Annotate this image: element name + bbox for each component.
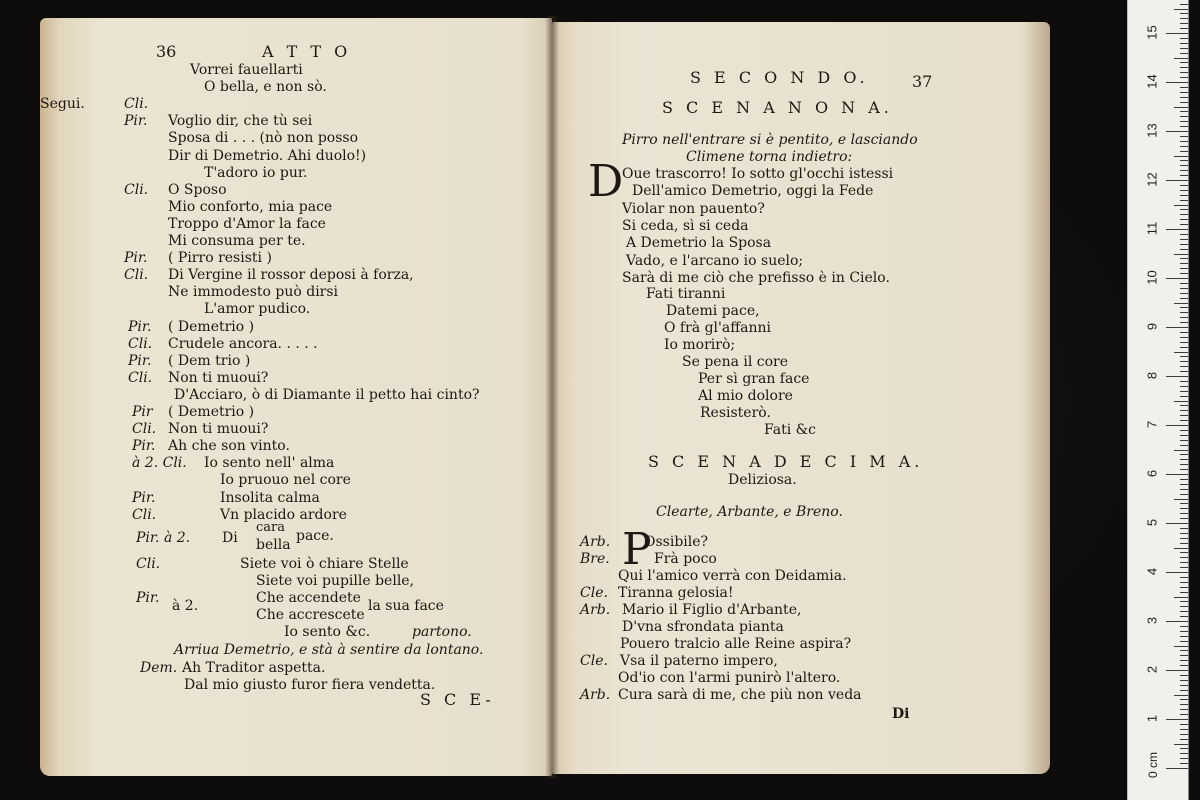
ruler-tick	[1180, 371, 1188, 372]
measuring-ruler	[1127, 0, 1189, 800]
verse-line: Mario il Figlio d'Arbante,	[622, 602, 802, 618]
verse-line: Al mio dolore	[698, 388, 793, 404]
verse-line: Ne immodesto può dirsi	[168, 284, 339, 301]
ruler-number: 5	[1144, 518, 1160, 527]
verse-line: Mi consuma per te.	[168, 233, 306, 249]
ruler-tick	[1180, 366, 1188, 367]
ruler-tick	[1180, 185, 1188, 186]
ruler-tick	[1180, 753, 1188, 754]
ruler-tick	[1166, 621, 1188, 622]
ruler-number: 6	[1144, 469, 1160, 478]
ruler-tick	[1180, 763, 1188, 764]
ruler-tick	[1166, 719, 1188, 720]
ruler-tick	[1174, 352, 1188, 353]
ruler-tick	[1180, 611, 1188, 612]
ruler-number: 3	[1144, 616, 1160, 625]
ruler-tick	[1180, 420, 1188, 421]
ruler-tick	[1180, 214, 1188, 215]
verse-line: O Sposo	[168, 181, 227, 198]
speaker-label: Pir.	[124, 113, 148, 130]
ruler-tick	[1180, 121, 1188, 122]
verse-line: Tiranna gelosia!	[618, 585, 734, 601]
verse-line: ( Demetrio )	[168, 318, 255, 335]
ruler-tick	[1180, 322, 1188, 323]
ruler-tick	[1180, 126, 1188, 127]
ruler-tick	[1180, 464, 1188, 465]
verse-line: Non ti muoui?	[168, 369, 269, 386]
running-head: A T T O	[262, 42, 352, 61]
ruler-tick	[1180, 23, 1188, 24]
verse-line: la sua face	[368, 598, 444, 614]
ruler-tick	[1180, 356, 1188, 357]
ruler-tick	[1180, 298, 1188, 299]
right-page	[552, 22, 1050, 774]
verse-line: bella	[256, 537, 291, 553]
ruler-tick	[1180, 18, 1188, 19]
speaker-label: Arb.	[580, 602, 611, 618]
ruler-tick	[1180, 577, 1188, 578]
ruler-number: 4	[1144, 567, 1160, 576]
ruler-tick	[1180, 489, 1188, 490]
ruler-tick	[1180, 606, 1188, 607]
ruler-tick	[1180, 734, 1188, 735]
ruler-tick	[1180, 87, 1188, 88]
ruler-tick	[1166, 523, 1188, 524]
speaker-label: Pir.	[128, 318, 152, 335]
ruler-tick	[1180, 445, 1188, 446]
verse-line: Resisterò.	[700, 405, 771, 421]
ruler-tick	[1166, 474, 1188, 475]
speaker-label: Cli.	[128, 369, 153, 386]
speaker-label: Arb.	[580, 687, 611, 703]
verse-line: Cura sarà di me, che più non veda	[618, 687, 862, 703]
ruler-tick	[1166, 33, 1188, 34]
speaker-label: Cli.	[124, 181, 149, 198]
verse-line: Pouero tralcio alle Reine aspira?	[620, 636, 852, 652]
speaker-label: Pir	[132, 404, 153, 420]
ruler-tick	[1174, 254, 1188, 255]
catchword: Di	[892, 706, 910, 722]
ruler-tick	[1180, 381, 1188, 382]
ruler-tick	[1180, 102, 1188, 103]
ruler-tick	[1180, 758, 1188, 759]
speaker-label: Pir. à 2.	[136, 530, 191, 546]
ruler-tick	[1174, 548, 1188, 549]
ruler-tick	[1180, 219, 1188, 220]
stage-direction: partono.	[412, 624, 472, 640]
speaker-label: Pir.	[132, 438, 156, 455]
verse-line: Ah Traditor aspetta.	[182, 660, 326, 676]
ruler-tick	[1180, 200, 1188, 201]
ruler-tick	[1174, 597, 1188, 598]
speaker-label: Pir.	[124, 250, 148, 267]
ruler-tick	[1166, 180, 1188, 181]
ruler-tick	[1180, 111, 1188, 112]
ruler-number: 9	[1144, 322, 1160, 331]
verse-line: Fati &c	[764, 422, 816, 438]
ruler-tick	[1180, 116, 1188, 117]
speaker-label: Dem.	[140, 660, 178, 676]
ruler-tick	[1180, 508, 1188, 509]
verse-line: Troppo d'Amor la face	[168, 215, 326, 232]
ruler-tick	[1180, 592, 1188, 593]
verse-line: Io sento nell' alma	[204, 455, 335, 472]
ruler-tick	[1180, 739, 1188, 740]
ruler-tick	[1166, 82, 1188, 83]
ruler-tick	[1180, 469, 1188, 470]
ruler-tick	[1180, 518, 1188, 519]
ruler-tick	[1180, 268, 1188, 269]
verse-line: Che accendete	[256, 590, 361, 606]
ruler-tick	[1180, 273, 1188, 274]
verse-line: Ossibile?	[644, 534, 709, 550]
ruler-tick	[1180, 533, 1188, 534]
ruler-tick	[1180, 386, 1188, 387]
ruler-tick	[1180, 665, 1188, 666]
ruler-tick	[1180, 601, 1188, 602]
ruler-tick	[1180, 704, 1188, 705]
ruler-tick	[1180, 729, 1188, 730]
ruler-tick	[1166, 670, 1188, 671]
ruler-tick	[1180, 415, 1188, 416]
ruler-tick	[1166, 376, 1188, 377]
ruler-tick	[1166, 425, 1188, 426]
ruler-number: 11	[1144, 221, 1160, 236]
ruler-tick	[1180, 288, 1188, 289]
verse-line: O frà gl'affanni	[664, 320, 772, 336]
ruler-tick	[1180, 77, 1188, 78]
ruler-tick	[1180, 685, 1188, 686]
verse-line: Voglio dir, che tù sei	[168, 113, 313, 130]
verse-line: ( Pirro resisti )	[168, 250, 272, 267]
ruler-tick	[1180, 209, 1188, 210]
ruler-tick	[1180, 655, 1188, 656]
verse-line: Se pena il core	[682, 354, 789, 370]
ruler-tick	[1180, 190, 1188, 191]
ruler-tick	[1180, 195, 1188, 196]
ruler-tick	[1180, 317, 1188, 318]
ruler-tick	[1180, 224, 1188, 225]
verse-line: Io sento &c.	[284, 624, 371, 640]
ruler-tick	[1180, 724, 1188, 725]
ruler-number: 1	[1144, 714, 1160, 723]
speaker-label: Arb.	[580, 534, 611, 550]
verse-line: Si ceda, sì si ceda	[622, 217, 749, 234]
ruler-tick	[1180, 312, 1188, 313]
ruler-tick	[1174, 9, 1188, 10]
verse-line: Violar non pauento?	[622, 200, 765, 217]
verse-line: ( Dem trio )	[168, 352, 251, 369]
drop-cap: P	[622, 524, 652, 575]
ruler-number: 13	[1144, 123, 1160, 138]
verse-line: Crudele ancora. . . . .	[168, 335, 318, 352]
verse-line: Frà poco	[654, 551, 717, 567]
ruler-tick	[1180, 562, 1188, 563]
verse-line: Di	[222, 530, 238, 546]
verse-line: Io morirò;	[664, 337, 736, 353]
verse-line: Siete voi pupille belle,	[256, 573, 415, 589]
verse-line: Di Vergine il rossor deposi à forza,	[168, 267, 414, 284]
ruler-tick	[1180, 97, 1188, 98]
ruler-tick	[1180, 67, 1188, 68]
ruler-tick	[1180, 234, 1188, 235]
ruler-tick	[1180, 283, 1188, 284]
verse-line: Dir di Demetrio. Ahi duolo!)	[168, 147, 367, 164]
ruler-tick	[1180, 347, 1188, 348]
verse-line: Per sì gran face	[698, 371, 810, 387]
ruler-tick	[1174, 58, 1188, 59]
verse-line: Dell'amico Demetrio, oggi la Fede	[632, 183, 874, 200]
ruler-tick	[1180, 151, 1188, 152]
ruler-tick	[1180, 675, 1188, 676]
ruler-tick	[1180, 680, 1188, 681]
page-number: 37	[912, 72, 933, 91]
ruler-tick	[1180, 494, 1188, 495]
left-page	[40, 18, 552, 776]
drop-cap: D	[588, 156, 624, 207]
speaker-label: Cli.	[136, 556, 161, 572]
verse-line: Sposa di . . . (nò non posso	[168, 130, 359, 147]
speaker-label: Cli.	[124, 96, 149, 113]
ruler-tick	[1180, 631, 1188, 632]
ruler-tick	[1180, 258, 1188, 259]
ruler-tick	[1180, 479, 1188, 480]
ruler-tick	[1180, 748, 1188, 749]
verse-line: Vado, e l'arcano io suelo;	[626, 252, 804, 269]
speaker-label: à 2. Cli.	[132, 455, 187, 472]
verse-line: Vorrei fauellarti	[190, 62, 303, 78]
ruler-tick	[1180, 543, 1188, 544]
ruler-tick	[1180, 650, 1188, 651]
ruler-tick	[1180, 141, 1188, 142]
ruler-tick	[1180, 13, 1188, 14]
verse-line: Vsa il paterno impero,	[620, 653, 778, 669]
ruler-tick	[1180, 165, 1188, 166]
ruler-tick	[1180, 484, 1188, 485]
verse-line: T'adoro io pur.	[204, 164, 308, 181]
ruler-number: 8	[1144, 371, 1160, 380]
ruler-tick	[1180, 641, 1188, 642]
ruler-number: 14	[1144, 74, 1160, 89]
scene-setting: Deliziosa.	[728, 472, 797, 488]
speaker-label: Cli.	[132, 421, 157, 438]
ruler-tick	[1180, 244, 1188, 245]
ruler-tick	[1180, 430, 1188, 431]
ruler-tick	[1180, 690, 1188, 691]
ruler-tick	[1180, 503, 1188, 504]
ruler-number: 7	[1144, 420, 1160, 429]
verse-line: Fati tiranni	[646, 286, 726, 302]
ruler-tick	[1174, 744, 1188, 745]
speaker-label: Pir.	[136, 590, 160, 606]
ruler-tick	[1180, 660, 1188, 661]
ruler-tick	[1166, 278, 1188, 279]
ruler-tick	[1180, 440, 1188, 441]
ruler-tick	[1180, 459, 1188, 460]
scene-title: S C E N A N O N A.	[662, 98, 893, 117]
ruler-tick	[1166, 768, 1188, 769]
ruler-tick	[1180, 62, 1188, 63]
verse-line: Datemi pace,	[666, 303, 760, 319]
verse-line: Segui.	[40, 96, 85, 113]
ruler-tick	[1180, 391, 1188, 392]
ruler-unit-label: 0 cm	[1146, 751, 1161, 779]
ruler-tick	[1174, 156, 1188, 157]
scene-title: S C E N A D E C I M A.	[648, 452, 924, 471]
ruler-tick	[1180, 342, 1188, 343]
ruler-tick	[1180, 587, 1188, 588]
ruler-tick	[1180, 146, 1188, 147]
stage-direction: Pirro nell'entrare si è pentito, e lasciando	[622, 132, 918, 148]
ruler-number: 2	[1144, 665, 1160, 674]
catchword: S C E-	[420, 690, 495, 709]
ruler-tick	[1180, 582, 1188, 583]
ruler-tick	[1180, 528, 1188, 529]
cast-list: Clearte, Arbante, e Breno.	[656, 504, 843, 520]
verse-line: Ah che son vinto.	[168, 438, 290, 455]
book-gutter	[545, 16, 559, 778]
running-head: S E C O N D O.	[690, 68, 869, 87]
verse-line: D'vna sfrondata pianta	[622, 619, 784, 635]
speaker-label: Pir.	[128, 352, 152, 369]
ruler-tick	[1180, 249, 1188, 250]
ruler-tick	[1180, 53, 1188, 54]
ruler-tick	[1180, 714, 1188, 715]
ruler-tick	[1180, 410, 1188, 411]
ruler-tick	[1180, 263, 1188, 264]
verse-line: Od'io con l'armi punirò l'altero.	[618, 670, 841, 686]
ruler-tick	[1180, 72, 1188, 73]
ruler-tick	[1166, 572, 1188, 573]
verse-line: Siete voi ò chiare Stelle	[240, 556, 409, 572]
ruler-tick	[1180, 38, 1188, 39]
verse-line: Sarà di me ciò che prefisso è in Cielo.	[622, 269, 890, 286]
ruler-tick	[1180, 405, 1188, 406]
ruler-tick	[1180, 699, 1188, 700]
ruler-tick	[1174, 646, 1188, 647]
ruler-tick	[1180, 293, 1188, 294]
ruler-tick	[1180, 513, 1188, 514]
ruler-tick	[1180, 636, 1188, 637]
ruler-tick	[1180, 4, 1188, 5]
ruler-tick	[1180, 435, 1188, 436]
ruler-tick	[1180, 160, 1188, 161]
verse-line: Oue trascorro! Io sotto gl'occhi istessi	[622, 166, 894, 182]
speaker-label: Cli.	[128, 335, 153, 352]
page-number: 36	[156, 42, 177, 61]
ruler-tick	[1166, 327, 1188, 328]
speaker-label: Cle.	[580, 585, 608, 601]
verse-line: Io pruouo nel core	[220, 472, 351, 489]
verse-line: Insolita calma	[220, 489, 320, 506]
ruler-tick	[1180, 170, 1188, 171]
ruler-tick	[1180, 337, 1188, 338]
verse-line: Vn placido ardore	[220, 506, 347, 523]
ruler-tick	[1180, 239, 1188, 240]
ruler-tick	[1180, 92, 1188, 93]
ruler-tick	[1180, 552, 1188, 553]
verse-line: D'Acciaro, ò di Diamante il petto hai cinto?	[174, 386, 480, 403]
ruler-tick	[1180, 557, 1188, 558]
ruler-tick	[1180, 538, 1188, 539]
speaker-label: Pir.	[132, 489, 156, 506]
ruler-tick	[1180, 28, 1188, 29]
ruler-tick	[1180, 616, 1188, 617]
verse-line: Mio conforto, mia pace	[168, 198, 333, 215]
verse-line: L'amor pudico.	[204, 301, 311, 318]
verse-line: O bella, e non sò.	[204, 79, 327, 96]
ruler-tick	[1174, 695, 1188, 696]
verse-line: Qui l'amico verrà con Deidamia.	[618, 568, 847, 584]
ruler-tick	[1180, 307, 1188, 308]
ruler-tick	[1180, 709, 1188, 710]
ruler-tick	[1180, 48, 1188, 49]
ruler-tick	[1180, 332, 1188, 333]
verse-line: pace.	[296, 528, 334, 544]
ruler-tick	[1166, 131, 1188, 132]
verse-line: Che accrescete	[256, 607, 365, 623]
speaker-label: Cle.	[580, 653, 608, 669]
verse-line: A Demetrio la Sposa	[626, 235, 772, 252]
speaker-label: à 2.	[172, 598, 199, 614]
stage-direction: Climene torna indietro:	[686, 149, 853, 165]
ruler-tick	[1174, 107, 1188, 108]
ruler-tick	[1180, 454, 1188, 455]
stage-direction: Arriua Demetrio, e stà à sentire da lontano.	[174, 642, 484, 658]
ruler-tick	[1180, 361, 1188, 362]
ruler-tick	[1180, 567, 1188, 568]
ruler-tick	[1174, 205, 1188, 206]
ruler-tick	[1180, 136, 1188, 137]
ruler-number: 10	[1144, 270, 1160, 285]
ruler-tick	[1180, 396, 1188, 397]
speaker-label: Cli.	[124, 267, 149, 284]
ruler-tick	[1174, 450, 1188, 451]
speaker-label: Bre.	[580, 551, 610, 567]
ruler-tick	[1180, 43, 1188, 44]
verse-line: cara	[256, 520, 285, 535]
ruler-tick	[1180, 626, 1188, 627]
ruler-number: 15	[1144, 25, 1160, 40]
verse-line: Dal mio giusto furor fiera vendetta.	[184, 677, 436, 693]
ruler-tick	[1174, 401, 1188, 402]
verse-line: Non ti muoui?	[168, 421, 269, 438]
ruler-number: 12	[1144, 172, 1160, 187]
verse-line: ( Demetrio )	[168, 404, 255, 420]
ruler-tick	[1166, 229, 1188, 230]
speaker-label: Cli.	[132, 506, 157, 523]
ruler-tick	[1174, 303, 1188, 304]
ruler-tick	[1180, 175, 1188, 176]
ruler-tick	[1174, 499, 1188, 500]
